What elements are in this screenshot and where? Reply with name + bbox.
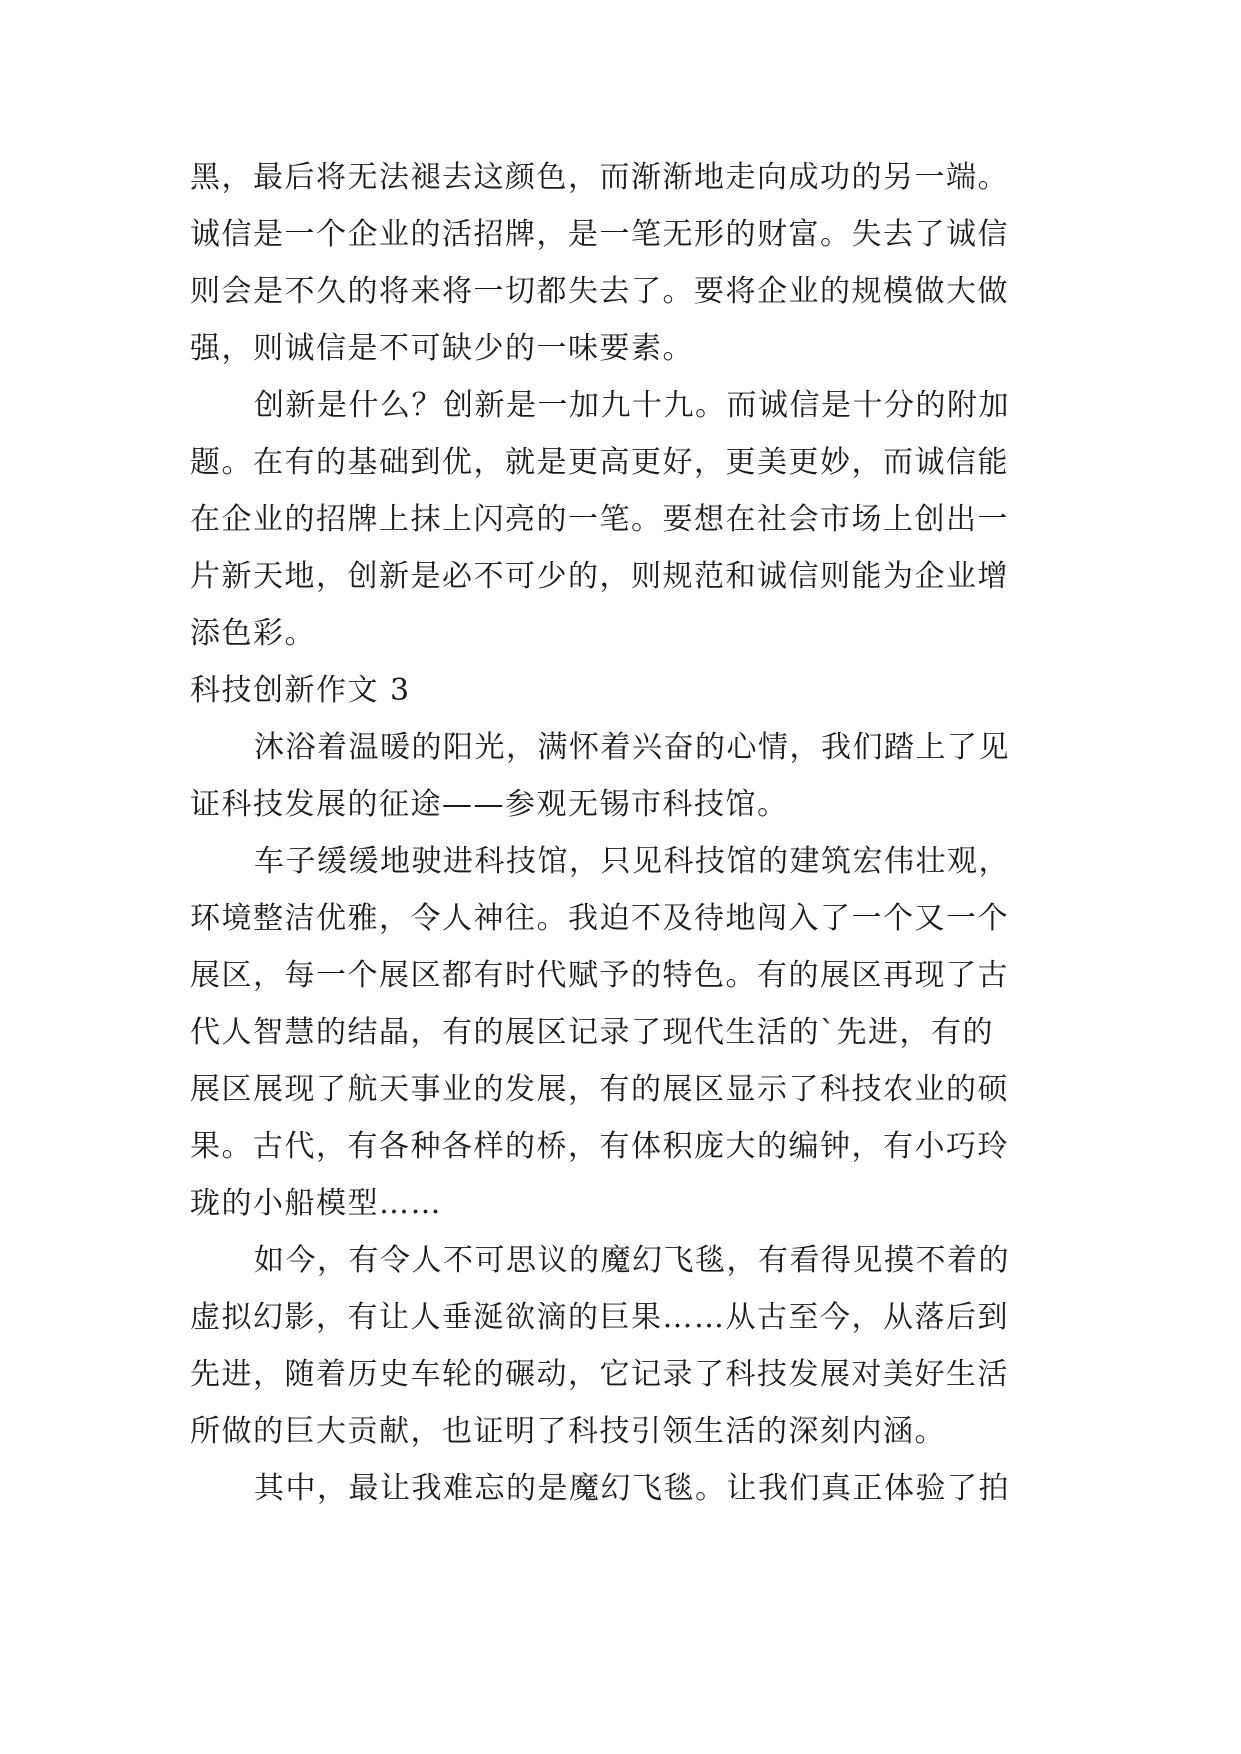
section-heading: 科技创新作文 3 [190, 673, 411, 708]
text-line: 诚信是一个企业的活招牌，是一笔无形的财富。失去了诚信 [190, 217, 1009, 252]
text-line: 黑，最后将无法褪去这颜色，而渐渐地走向成功的另一端。 [190, 160, 1009, 195]
text-line: 强，则诚信是不可缺少的一味要素。 [190, 331, 694, 366]
text-line: 添色彩。 [190, 616, 316, 651]
text-line: 环境整洁优雅，令人神往。我迫不及待地闯入了一个又一个 [190, 901, 1009, 936]
text-line: 虚拟幻影，有让人垂涎欲滴的巨果……从古至今，从落后到 [190, 1300, 1009, 1335]
text-line: 代人智慧的结晶，有的展区记录了现代生活的`先进，有的 [190, 1015, 994, 1050]
text-line: 片新天地，创新是必不可少的，则规范和诚信则能为企业增 [190, 559, 1009, 594]
text-line: 题。在有的基础到优，就是更高更好，更美更妙，而诚信能 [190, 445, 1009, 480]
text-line: 果。古代，有各种各样的桥，有体积庞大的编钟，有小巧玲 [190, 1129, 1009, 1164]
text-line: 展区展现了航天事业的发展，有的展区显示了科技农业的硕 [190, 1072, 1009, 1107]
text-line: 先进，随着历史车轮的碾动，它记录了科技发展对美好生活 [190, 1357, 1009, 1392]
paragraph-start-line: 沐浴着温暖的阳光，满怀着兴奋的心情，我们踏上了见 [254, 730, 1010, 765]
text-line: 则会是不久的将来将一切都失去了。要将企业的规模做大做 [190, 274, 1009, 309]
text-line: 珑的小船模型…… [190, 1186, 442, 1221]
text-line: 在企业的招牌上抹上闪亮的一笔。要想在社会市场上创出一 [190, 502, 1009, 537]
paragraph-start-line: 创新是什么？创新是一加九十九。而诚信是十分的附加 [254, 388, 1010, 423]
paragraph-start-line: 其中，最让我难忘的是魔幻飞毯。让我们真正体验了拍 [254, 1471, 1010, 1506]
text-line: 展区，每一个展区都有时代赋予的特色。有的展区再现了古 [190, 958, 1009, 993]
paragraph-start-line: 如今，有令人不可思议的魔幻飞毯，有看得见摸不着的 [254, 1243, 1010, 1278]
text-line: 证科技发展的征途——参观无锡市科技馆。 [190, 787, 789, 822]
text-line: 所做的巨大贡献，也证明了科技引领生活的深刻内涵。 [190, 1414, 946, 1449]
paragraph-start-line: 车子缓缓地驶进科技馆，只见科技馆的建筑宏伟壮观， [254, 844, 1010, 879]
